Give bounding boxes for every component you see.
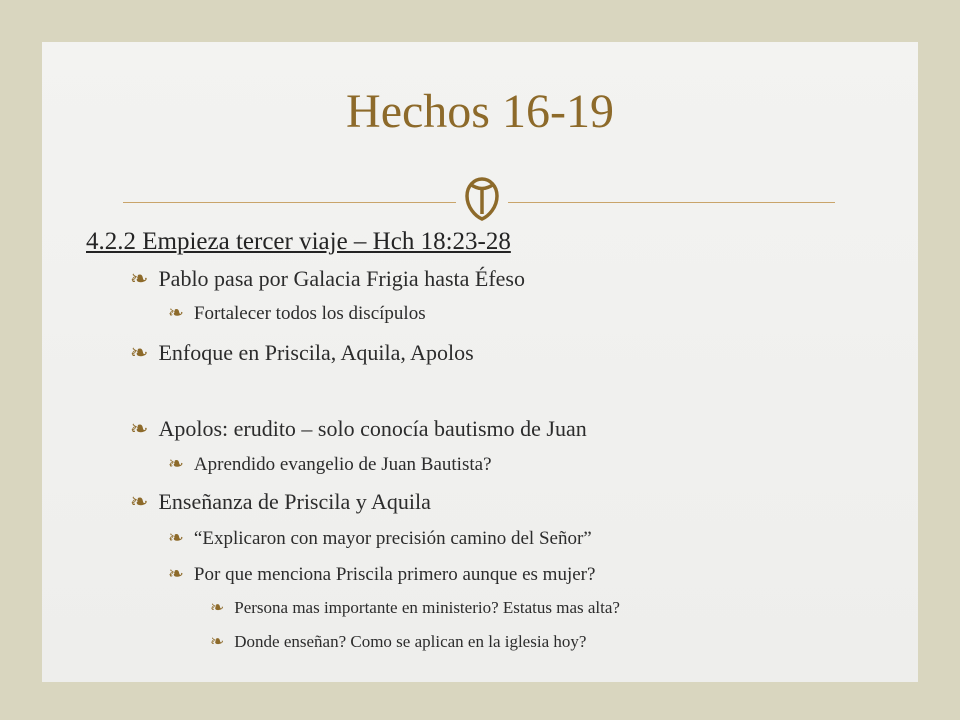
bullet-icon: ❧: [210, 632, 225, 651]
section-heading: 4.2.2 Empieza tercer viaje – Hch 18:23-28: [86, 228, 511, 255]
slide-title: Hechos 16-19: [346, 85, 614, 138]
bullet-text: Enseñanza de Priscila y Aquila: [158, 489, 431, 514]
bullet-text: Enfoque en Priscila, Aquila, Apolos: [158, 340, 474, 365]
bullet-item: [130, 416, 587, 442]
bullet-item: [210, 598, 620, 618]
bullet-item: [168, 527, 592, 550]
bullet-item: [168, 563, 595, 586]
bullet-icon: ❧: [210, 598, 225, 617]
bullet-text: Donde enseñan? Como se aplican en la iglesia hoy?: [234, 632, 587, 651]
bullet-text: Apolos: erudito – solo conocía bautismo de Juan: [158, 416, 587, 441]
bullet-icon: ❧: [130, 340, 149, 365]
bullet-icon: ❧: [130, 266, 149, 291]
bullet-text: Pablo pasa por Galacia Frigia hasta Éfeso: [158, 266, 525, 291]
bullet-item: [210, 632, 586, 652]
bullet-text: “Explicaron con mayor precisión camino del Señor”: [193, 528, 592, 549]
bullet-item: [130, 340, 474, 366]
bullet-item: [130, 489, 431, 515]
bullet-icon: ❧: [168, 564, 184, 585]
bullet-text: Persona mas importante en ministerio? Estatus mas alta?: [234, 598, 620, 617]
bullet-icon: ❧: [168, 528, 184, 549]
bullet-item: [130, 266, 525, 292]
bullet-icon: ❧: [130, 489, 149, 514]
bullet-text: Por que menciona Priscila primero aunque es mujer?: [193, 564, 596, 585]
bullet-icon: ❧: [168, 454, 184, 475]
bullet-item: [168, 302, 426, 325]
bullet-text: Aprendido evangelio de Juan Bautista?: [193, 454, 492, 475]
bullet-icon: ❧: [130, 416, 149, 441]
bullet-icon: ❧: [168, 303, 184, 324]
bullet-item: [168, 453, 492, 476]
bullet-text: Fortalecer todos los discípulos: [193, 303, 426, 324]
